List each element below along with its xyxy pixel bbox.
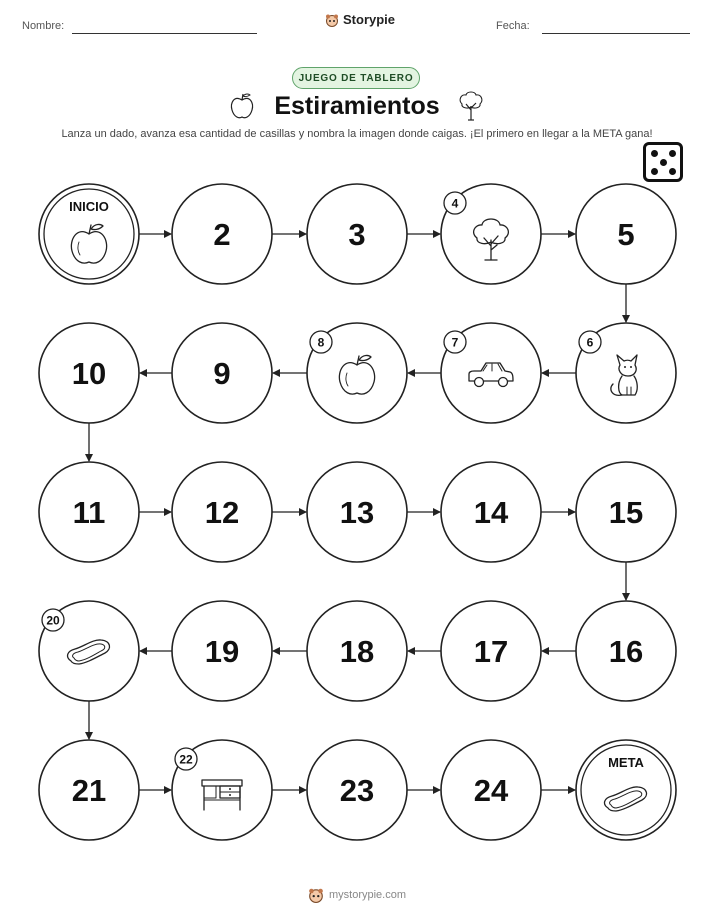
space-number-badge-text: 6 bbox=[586, 335, 594, 350]
storypie-mascot-icon bbox=[308, 887, 324, 903]
board-space bbox=[307, 740, 407, 840]
space-number: 15 bbox=[608, 495, 644, 530]
board-space bbox=[39, 740, 139, 840]
space-number: 14 bbox=[473, 495, 509, 530]
board-space bbox=[307, 184, 407, 284]
start-label: INICIO bbox=[69, 199, 109, 214]
board-space bbox=[172, 323, 272, 423]
space-number: 9 bbox=[213, 356, 231, 391]
board-space bbox=[576, 601, 676, 701]
board-space bbox=[576, 184, 676, 284]
space-number: 11 bbox=[72, 495, 106, 530]
page-title: Estiramientos bbox=[274, 92, 440, 120]
board-space bbox=[307, 462, 407, 562]
date-label: Fecha: bbox=[496, 20, 530, 32]
space-number: 24 bbox=[473, 773, 509, 808]
board-space bbox=[441, 740, 541, 840]
space-number: 12 bbox=[204, 495, 240, 530]
name-label: Nombre: bbox=[22, 20, 65, 32]
space-number: 3 bbox=[348, 217, 366, 252]
space-number: 16 bbox=[608, 634, 644, 669]
space-number: 13 bbox=[339, 495, 375, 530]
space-number: 23 bbox=[339, 773, 375, 808]
space-number-badge-text: 8 bbox=[317, 335, 325, 350]
footer-url[interactable]: mystorypie.com bbox=[328, 889, 407, 901]
board-space bbox=[39, 462, 139, 562]
game-type-badge: JUEGO DE TABLERO bbox=[292, 67, 420, 89]
board-space bbox=[576, 462, 676, 562]
board-space bbox=[307, 601, 407, 701]
board-space bbox=[172, 462, 272, 562]
board-space bbox=[441, 601, 541, 701]
space-number: 2 bbox=[213, 217, 231, 252]
space-number: 10 bbox=[71, 356, 107, 391]
instructions: Lanza un dado, avanza esa cantidad de casillas y nombra la imagen donde caigas. ¡El primero en llegar a la META gana! bbox=[61, 128, 653, 140]
space-number: 5 bbox=[617, 217, 635, 252]
brand-name: Storypie bbox=[343, 12, 396, 27]
goal-label: META bbox=[608, 755, 644, 770]
space-number-badge-text: 20 bbox=[46, 613, 60, 628]
space-number: 18 bbox=[339, 634, 375, 669]
board-space bbox=[172, 184, 272, 284]
space-number: 17 bbox=[473, 634, 509, 669]
space-number-badge-text: 4 bbox=[451, 196, 459, 211]
space-number: 19 bbox=[204, 634, 240, 669]
footer bbox=[0, 887, 714, 903]
space-number-badge-text: 22 bbox=[179, 752, 193, 767]
space-number: 21 bbox=[71, 773, 107, 808]
board-space bbox=[172, 601, 272, 701]
board-space bbox=[39, 323, 139, 423]
space-number-badge-text: 7 bbox=[451, 335, 459, 350]
board-space bbox=[441, 462, 541, 562]
